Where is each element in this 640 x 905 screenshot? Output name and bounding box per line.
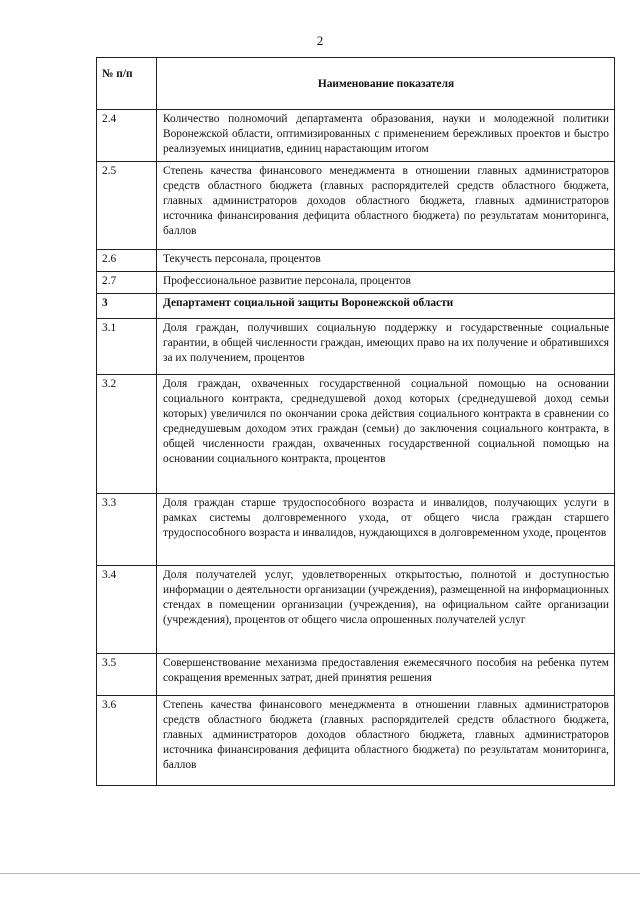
row-indicator-name: Профессиональное развитие персонала, процентов [157,272,615,294]
row-number: 3.5 [97,654,157,696]
row-indicator-name: Степень качества финансового менеджмента в отношении главных администраторов средств областного бюджета (главных распорядителей средств областного бюджета, главных администраторов доходов областного бюджета, главных администраторов источника финансирования дефицита областного бюджета) по результатам мониторинга, баллов [157,696,615,786]
table-header-row [97,58,615,110]
table-row [97,566,615,654]
table-row [97,250,615,272]
row-indicator-name: Степень качества финансового менеджмента в отношении главных администраторов средств областного бюджета (главных распорядителей средств областного бюджета, главных администраторов доходов областного бюджета, главных администраторов источника финансирования дефицита областного бюджета) по результатам мониторинга, баллов [157,162,615,250]
row-number: 2.6 [97,250,157,272]
table-row [97,319,615,375]
table-row [97,272,615,294]
row-number: 3.1 [97,319,157,375]
row-indicator-name: Совершенствование механизма предоставления ежемесячного пособия на ребенка путем сокращения временных затрат, дней принятия решения [157,654,615,696]
row-number: 3.4 [97,566,157,654]
table-row [97,162,615,250]
row-indicator-name: Доля граждан старше трудоспособного возраста и инвалидов, получающих услуги в рамках системы долговременного ухода, от общего числа граждан старшего трудоспособного возраста и инвалидов, нуждающихся в долговременном уходе, процентов [157,494,615,566]
table-row [97,696,615,786]
section-title: Департамент социальной защиты Воронежской области [157,294,615,319]
row-indicator-name: Доля граждан, получивших социальную поддержку и государственные социальные гарантии, в общей численности граждан, имеющих право на их получение и обратившихся за их получением, процентов [157,319,615,375]
table-row [97,110,615,162]
indicators-table [96,57,615,786]
header-name: Наименование показателя [157,58,615,110]
row-number: 3.2 [97,375,157,494]
row-indicator-name: Текучесть персонала, процентов [157,250,615,272]
table-row [97,494,615,566]
row-number: 3.3 [97,494,157,566]
page-bottom-divider [0,873,640,874]
row-number: 2.5 [97,162,157,250]
table-row [97,375,615,494]
row-number: 3.6 [97,696,157,786]
section-number: 3 [97,294,157,319]
section-row [97,294,615,319]
table-row [97,654,615,696]
row-number: 2.4 [97,110,157,162]
row-indicator-name: Доля получателей услуг, удовлетворенных открытостью, полнотой и доступностью информации о деятельности организации (учреждения), размещенной на информационных стендах в помещении организации (учреждения), на официальном сайте организации (учреждения), процентов от общего числа опрошенных получателей услуг [157,566,615,654]
header-num: № п/п [97,58,157,110]
row-number: 2.7 [97,272,157,294]
row-indicator-name: Количество полномочий департамента образования, науки и молодежной политики Воронежской области, оптимизированных с применением бережливых проектов и быстро реализуемых инициатив, единиц нарастающим итогом [157,110,615,162]
row-indicator-name: Доля граждан, охваченных государственной социальной помощью на основании социального контракта, среднедушевой доход которых (среднедушевой доход семьи которых) увеличился по окончании срока действия социального контракта в сравнении со среднедушевым доходом этих граждан (семьи) до заключения социального контракта, в общей численности граждан, охваченных государственной социальной помощью на основании социального контракта, процентов [157,375,615,494]
page-number: 2 [316,33,324,48]
